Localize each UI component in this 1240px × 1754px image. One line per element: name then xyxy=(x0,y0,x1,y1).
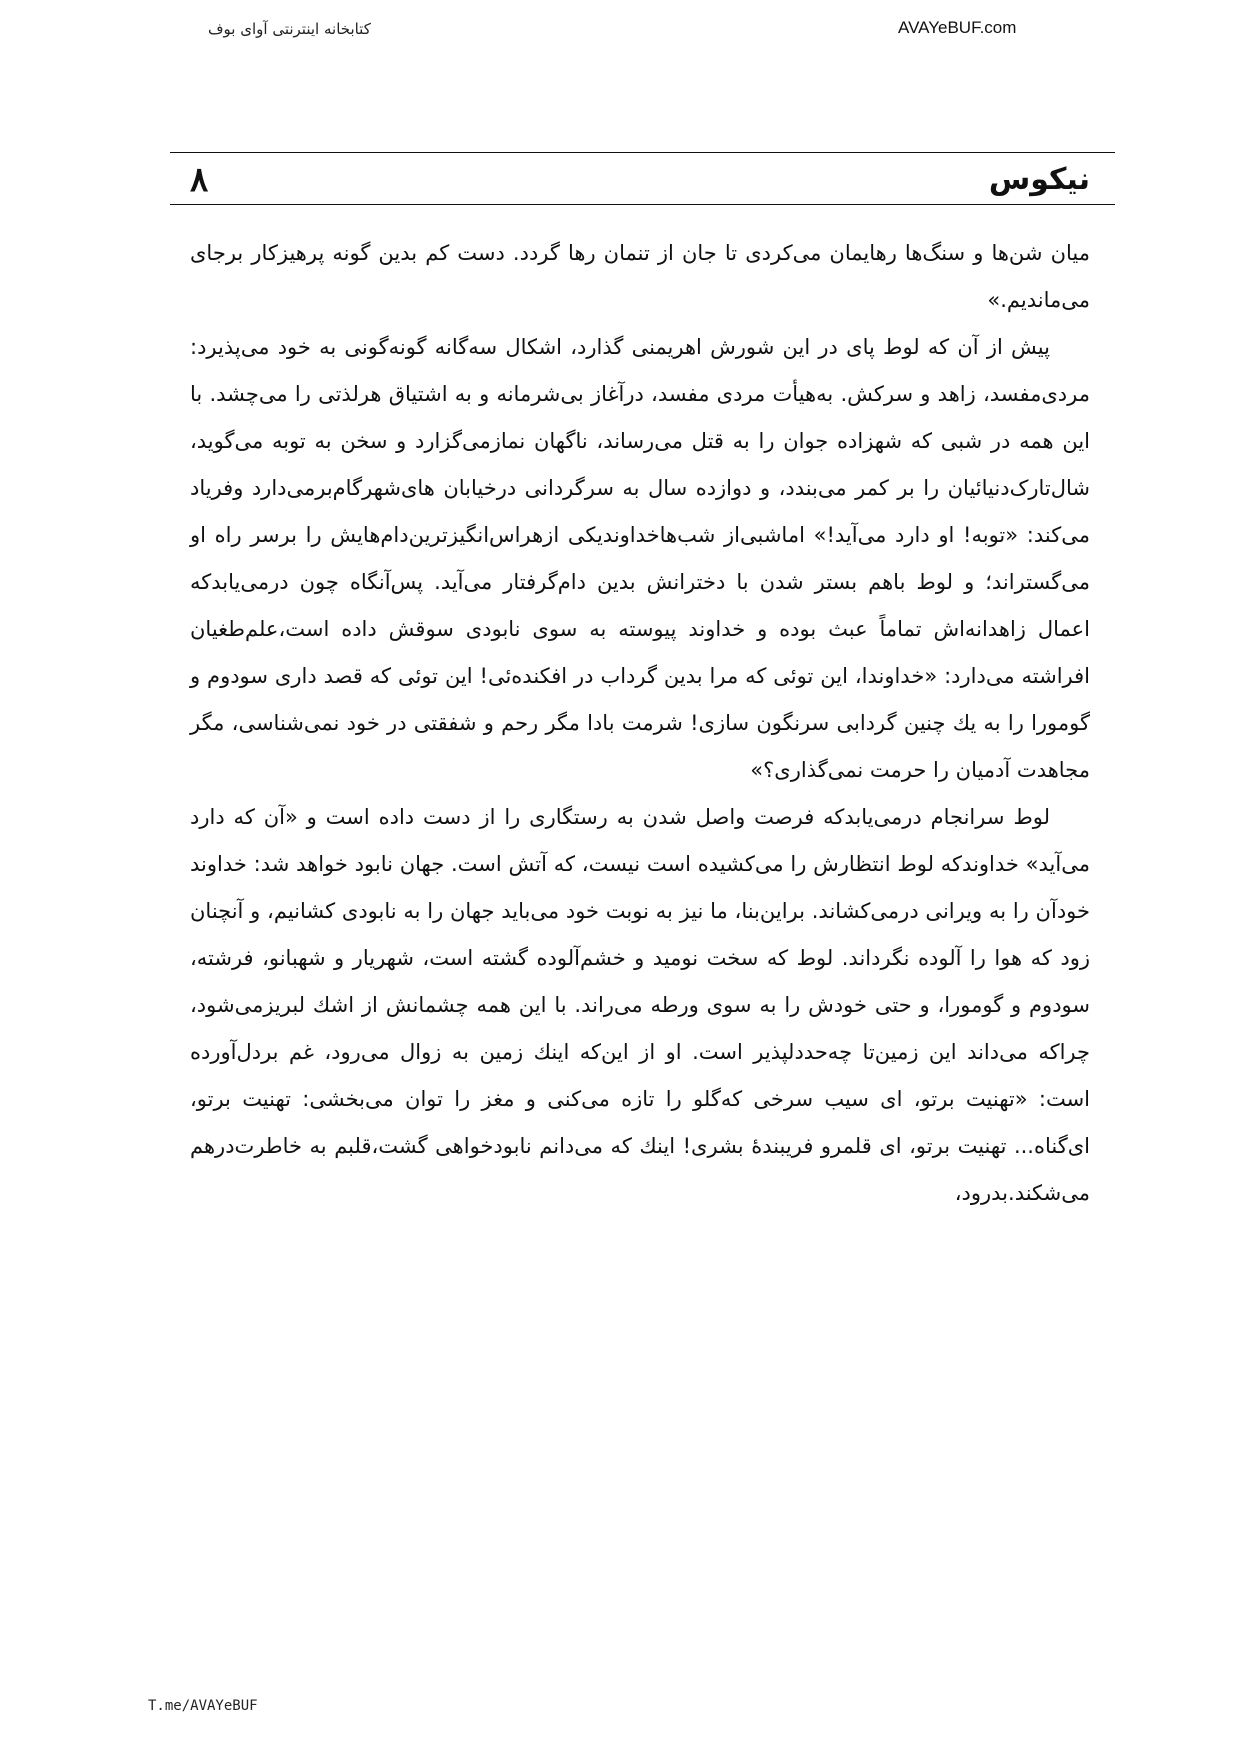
paragraph: لوط سرانجام درمی‌یابدکه فرصت واصل شدن به رستگاری را از دست داده است و «آن که دارد می‌آید» خداوندکه لوط انتظارش را می‌کشیده است نیست، که آتش است. جهان نابود خواهد شد: خداوند خودآن را به ویرانی درمی‌کشاند. براین‌بنا، ما نیز به نوبت خود می‌باید جهان را به نابودی کشانیم، و آنچنان زود که هوا را آلوده نگرداند. لوط که سخت نومید و خشم‌آلوده گشته است، شهریار و شهبانو، فرشته، سودوم و گومورا، و حتی خودش را به سوی ورطه می‌راند. با این همه چشمانش از اشك لبریزمی‌شود، چراکه می‌داند این زمین‌تا چه‌حددلپذیر است. او از این‌که اینك زمین به زوال می‌رود، غم بردل‌آورده است: «تهنیت برتو، ای سیب سرخی که‌گلو را تازه می‌کنی و مغز را توان می‌بخشی: تهنیت برتو، ای‌گناه... تهنیت برتو، ای قلمرو فریبندهٔ بشری! اینك که می‌دانم نابودخواهی گشت،قلبم به خاطرت‌درهم می‌شکند.بدرود، xyxy=(190,805,1090,1205)
paragraph: میان شن‌ها و سنگ‌ها رهایمان می‌کردی تا جان از تنمان رها گردد. دست کم بدین گونه پرهیزکار برجای می‌ماندیم.» xyxy=(190,241,1090,312)
site-watermark: AVAYeBUF.com xyxy=(898,18,1017,37)
library-watermark: کتابخانه اینترنتی آوای بوف xyxy=(208,20,371,38)
telegram-watermark: T.me/AVAYeBUF xyxy=(148,1698,258,1714)
paragraph: پیش از آن که لوط پای در این شورش اهریمنی گذارد، اشکال سه‌گانه گونه‌گونی به خود می‌پذیرد: مردی‌مفسد، زاهد و سرکش. به‌هیأت مردی مفسد، درآغاز بی‌شرمانه و به اشتیاق هرلذتی را می‌چشد. با این همه در شبی که شهزاده جوان را به قتل می‌رساند، ناگهان نمازمی‌گزارد و سخن به توبه می‌گوید، شال‌تارک‌دنیائیان را بر کمر می‌بندد، و دوازده سال به سرگردانی درخیابان های‌شهرگام‌برمی‌دارد وفریاد می‌کند: «توبه! او دارد می‌آید!» اماشبی‌از شب‌هاخداوندیکی ازهراس‌انگیزترین‌دام‌هایش را برسر راه او می‌گستراند؛ و لوط باهم بستر شدن با دخترانش بدین دام‌گرفتار می‌آید. پس‌آنگاه چون درمی‌یابد‌که اعمال زاهدانه‌اش تماماً عبث بوده و خداوند پیوسته به سوی نابودی سوقش داده است،علم‌طغیان افراشته می‌دارد: «خداوندا، این توئی که مرا بدین گرداب در افکنده‌ئی! این توئی که قصد داری سودوم و گومورا را به یك چنین گردابی سرنگون سازی! شرمت بادا مگر رحم و شفقتی در خود نمی‌شناسی، مگر مجاهدت آدمیان را حرمت نمی‌گذاری؟» xyxy=(190,335,1090,782)
header-top-rule xyxy=(170,152,1115,153)
header-bottom-rule xyxy=(170,204,1115,205)
running-title: نیکوس xyxy=(988,162,1090,197)
body-text xyxy=(190,230,1090,1217)
page-number: ۸ xyxy=(190,160,209,200)
